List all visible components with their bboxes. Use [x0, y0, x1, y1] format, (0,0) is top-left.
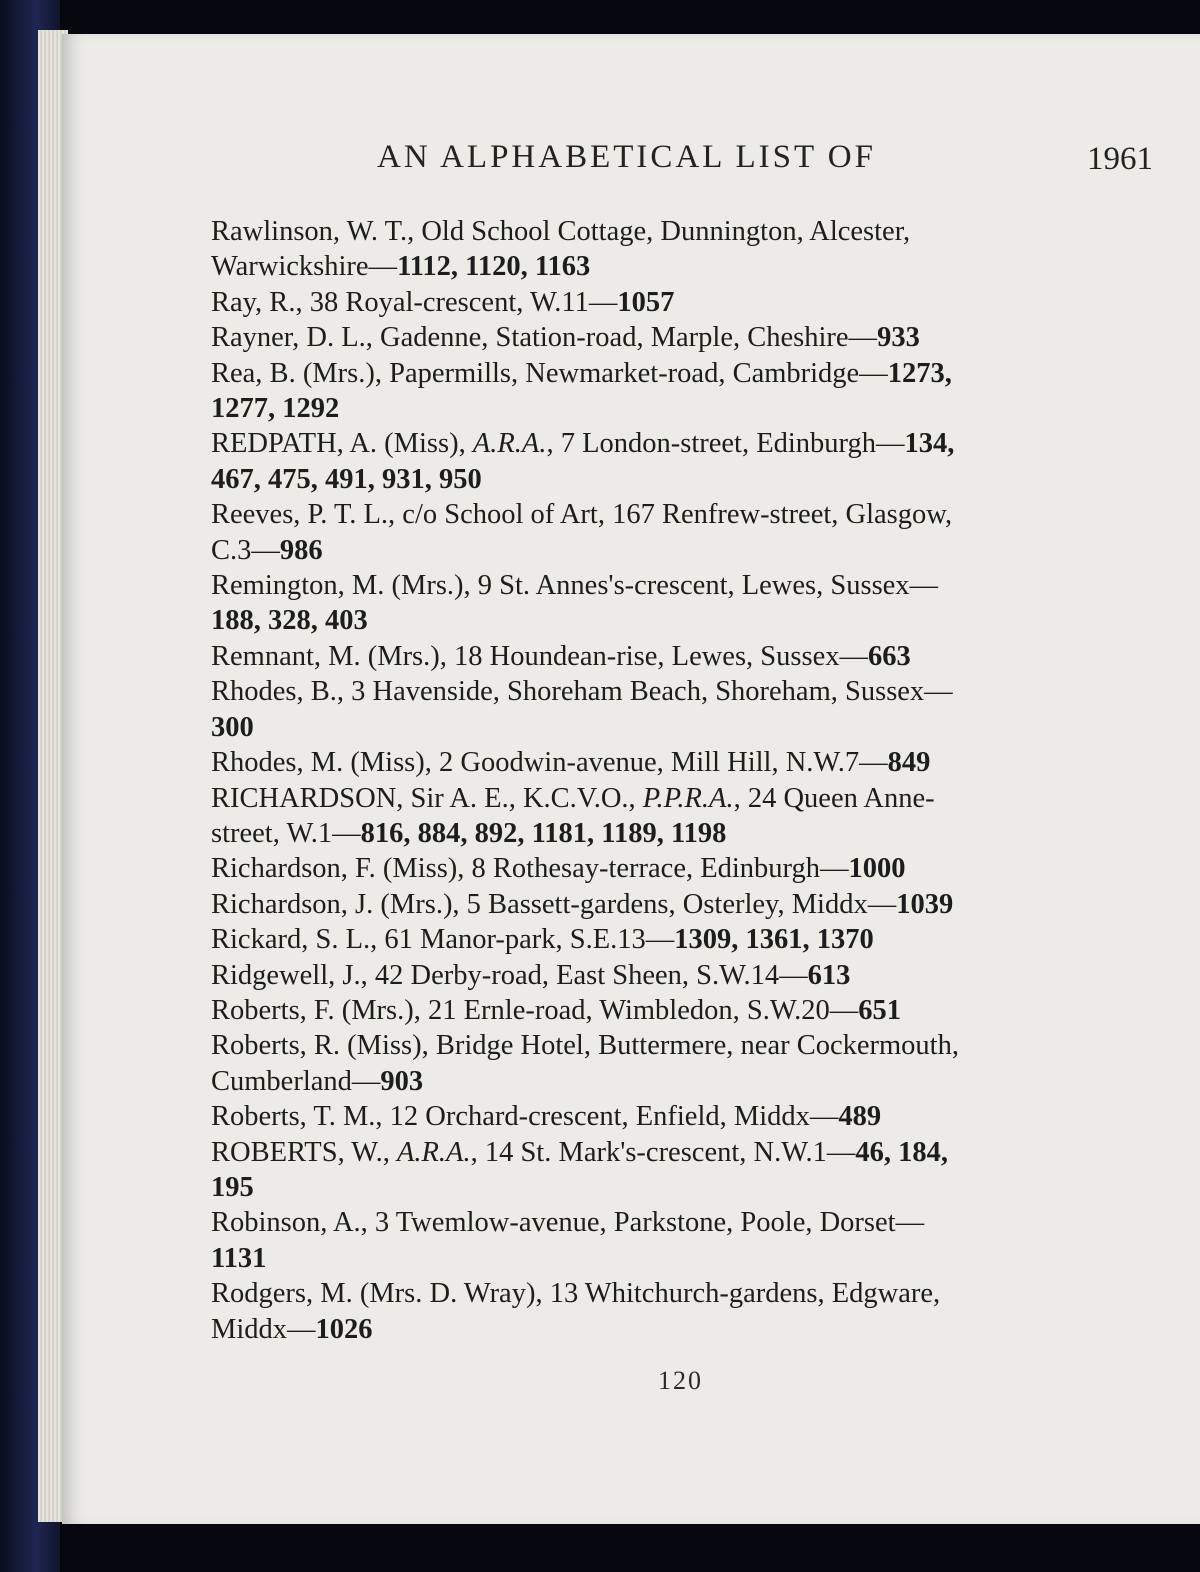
list-entry	[211, 214, 1166, 285]
exhibitor-list	[211, 214, 1166, 1347]
entry-line	[211, 958, 1166, 993]
entry-honour: A.R.A.	[472, 428, 547, 460]
entry-line	[211, 674, 1166, 709]
entry-text: Rickard, S. L., 61 Manor-park, S.E.13—	[211, 924, 675, 956]
entry-line	[211, 497, 1166, 532]
page-number: 120	[658, 1366, 703, 1395]
entry-text: Richardson, J. (Mrs.), 5 Bassett-gardens, Osterley, Middx—	[211, 888, 897, 920]
entry-line	[211, 1205, 1166, 1240]
entry-text: Reeves, P. T. L., c/o School of Art, 167 Renfrew-street, Glasgow,	[211, 499, 953, 531]
entry-catalogue-numbers: 663	[867, 640, 911, 672]
entry-text: Ray, R., 38 Royal-crescent, W.11—	[211, 286, 618, 318]
entry-line	[211, 426, 1166, 461]
entry-line	[211, 851, 1166, 886]
list-entry	[211, 285, 1166, 320]
list-entry	[211, 639, 1166, 674]
entry-text: C.3—	[211, 534, 280, 566]
list-entry	[211, 993, 1166, 1028]
entry-catalogue-numbers: 1131	[211, 1242, 267, 1274]
list-entry	[211, 568, 1166, 639]
entry-catalogue-numbers: 134,	[904, 428, 955, 460]
entry-honour: P.P.R.A.	[642, 782, 734, 814]
entry-catalogue-numbers: 933	[877, 322, 920, 354]
entry-catalogue-numbers: 613	[807, 959, 851, 991]
list-entry	[211, 745, 1166, 780]
entry-catalogue-numbers: 188, 328, 403	[211, 605, 368, 637]
entry-line	[211, 1099, 1166, 1134]
entry-continuation-line	[211, 1241, 1166, 1276]
entry-text: Rodgers, M. (Mrs. D. Wray), 13 Whitchurch-gardens, Edgware,	[211, 1278, 941, 1310]
list-entry	[211, 922, 1166, 957]
entry-text: ROBERTS, W.,	[211, 1136, 397, 1168]
entry-text: Richardson, F. (Miss), 8 Rothesay-terrace, Edinburgh—	[211, 853, 849, 885]
entry-catalogue-numbers: 651	[858, 994, 902, 1026]
entry-line	[211, 356, 1166, 391]
entry-line	[211, 922, 1166, 957]
entry-continuation-line	[211, 462, 1166, 497]
running-head-title: AN ALPHABETICAL LIST OF	[377, 139, 876, 175]
list-entry	[211, 356, 1166, 427]
entry-continuation-line	[211, 816, 1166, 851]
entry-line	[211, 285, 1166, 320]
entry-catalogue-numbers: 46, 184,	[855, 1136, 949, 1168]
entry-line	[211, 745, 1166, 780]
entry-catalogue-numbers: 1273,	[887, 357, 952, 389]
entry-catalogue-numbers: 1026	[315, 1313, 373, 1345]
list-entry	[211, 958, 1166, 993]
entry-line	[211, 1135, 1166, 1170]
entry-catalogue-numbers: 1112, 1120, 1163	[397, 251, 591, 283]
entry-continuation-line	[211, 1064, 1166, 1099]
entry-catalogue-numbers: 1000	[848, 853, 906, 885]
entry-text: Rhodes, M. (Miss), 2 Goodwin-avenue, Mill Hill, N.W.7—	[211, 747, 888, 779]
entry-line	[211, 568, 1166, 603]
entry-text: Rea, B. (Mrs.), Papermills, Newmarket-road, Cambridge—	[211, 357, 888, 389]
list-entry	[211, 887, 1166, 922]
entry-text: Rayner, D. L., Gadenne, Station-road, Marple, Cheshire—	[211, 322, 878, 354]
entry-text: Middx—	[211, 1313, 316, 1345]
list-entry	[211, 1099, 1166, 1134]
list-entry	[211, 426, 1166, 497]
entry-line	[211, 887, 1166, 922]
entry-catalogue-numbers: 195	[211, 1171, 254, 1203]
entry-text: Remnant, M. (Mrs.), 18 Houndean-rise, Lewes, Sussex—	[211, 640, 868, 672]
entry-catalogue-numbers: 816, 884, 892, 1181, 1189, 1198	[360, 817, 727, 849]
entry-catalogue-numbers: 1057	[617, 286, 675, 318]
entry-continuation-line	[211, 533, 1166, 568]
running-head-year: 1961	[1087, 141, 1153, 177]
list-entry	[211, 1205, 1166, 1276]
list-entry	[211, 1135, 1166, 1206]
entry-line	[211, 781, 1166, 816]
list-entry	[211, 781, 1166, 852]
entry-text: Rhodes, B., 3 Havenside, Shoreham Beach, Shoreham, Sussex—	[211, 676, 953, 708]
entry-continuation-line	[211, 249, 1166, 284]
list-entry	[211, 851, 1166, 886]
entry-line	[211, 639, 1166, 674]
entry-text: street, W.1—	[211, 817, 361, 849]
entry-catalogue-numbers: 300	[211, 711, 254, 743]
entry-text: Roberts, T. M., 12 Orchard-crescent, Enfield, Middx—	[211, 1101, 839, 1133]
entry-catalogue-numbers: 849	[887, 747, 931, 779]
entry-line	[211, 993, 1166, 1028]
entry-catalogue-numbers: 986	[279, 534, 323, 566]
entry-text: Roberts, F. (Mrs.), 21 Ernle-road, Wimbledon, S.W.20—	[211, 994, 859, 1026]
list-entry	[211, 320, 1166, 355]
entry-text: Roberts, R. (Miss), Bridge Hotel, Buttermere, near Cockermouth,	[211, 1030, 959, 1062]
entry-catalogue-numbers: 1309, 1361, 1370	[674, 924, 874, 956]
list-entry	[211, 1276, 1166, 1347]
entry-text: Remington, M. (Mrs.), 9 St. Annes's-crescent, Lewes, Sussex—	[211, 570, 939, 602]
entry-catalogue-numbers: 467, 475, 491, 931, 950	[211, 463, 482, 495]
entry-text: Ridgewell, J., 42 Derby-road, East Sheen, S.W.14—	[211, 959, 808, 991]
entry-text: REDPATH, A. (Miss),	[211, 428, 473, 460]
entry-text: Robinson, A., 3 Twemlow-avenue, Parkstone, Poole, Dorset—	[211, 1207, 925, 1239]
entry-line	[211, 214, 1166, 249]
entry-catalogue-numbers: 1277, 1292	[211, 393, 340, 425]
list-entry	[211, 674, 1166, 745]
entry-continuation-line	[211, 391, 1166, 426]
entry-address: , 7 London-street, Edinburgh—	[546, 428, 905, 460]
entry-catalogue-numbers: 1039	[896, 888, 954, 920]
entry-address: , 24 Queen Anne-	[733, 782, 935, 814]
entry-line	[211, 1028, 1166, 1063]
entry-continuation-line	[211, 1312, 1166, 1347]
entry-continuation-line	[211, 1170, 1166, 1205]
entry-text: Rawlinson, W. T., Old School Cottage, Dunnington, Alcester,	[211, 216, 911, 247]
entry-text: Cumberland—	[211, 1065, 381, 1097]
entry-text: Warwickshire—	[211, 251, 398, 283]
entry-line	[211, 1276, 1166, 1311]
entry-text: RICHARDSON, Sir A. E., K.C.V.O.,	[211, 782, 643, 814]
entry-continuation-line	[211, 710, 1166, 745]
entry-line	[211, 320, 1166, 355]
list-entry	[211, 497, 1166, 568]
entry-address: , 14 St. Mark's-crescent, N.W.1—	[470, 1136, 856, 1168]
entry-catalogue-numbers: 903	[380, 1065, 424, 1097]
entry-honour: A.R.A.	[396, 1136, 471, 1168]
entry-continuation-line	[211, 603, 1166, 638]
list-entry	[211, 1028, 1166, 1099]
entry-catalogue-numbers: 489	[838, 1101, 882, 1133]
